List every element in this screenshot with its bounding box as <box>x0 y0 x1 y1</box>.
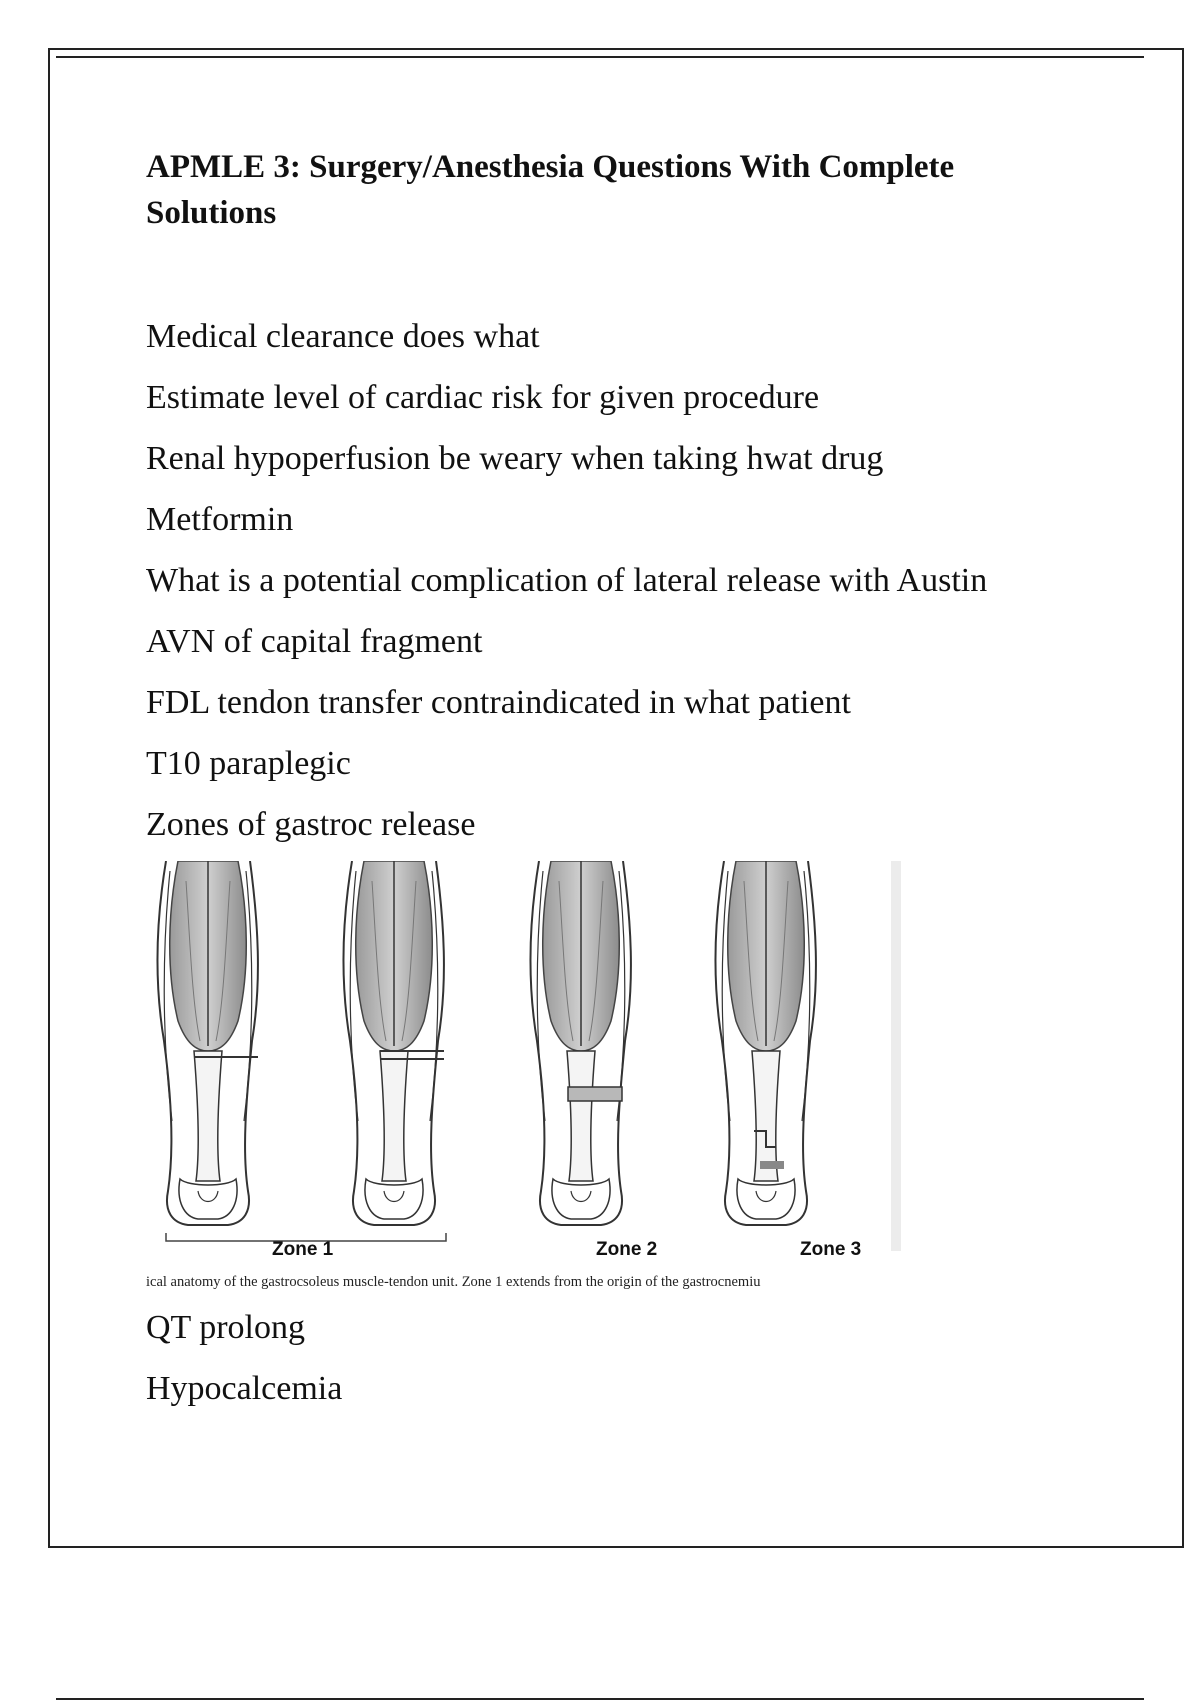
qa-line: T10 paraplegic <box>146 745 351 782</box>
top-rule <box>56 56 1144 58</box>
qa-line: Renal hypoperfusion be weary when taking hwat drug <box>146 440 884 477</box>
leg-drawing <box>343 861 444 1225</box>
document-content <box>146 144 1086 1419</box>
qa-line: AVN of capital fragment <box>146 623 483 660</box>
gastroc-zones-figure <box>146 861 901 1291</box>
leg-drawing <box>157 861 258 1225</box>
qa-line: Estimate level of cardiac risk for given procedure <box>146 379 820 416</box>
qa-line: Zones of gastroc release <box>146 806 476 843</box>
leg-drawing <box>715 861 816 1225</box>
qa-line: Medical clearance does what <box>146 318 540 355</box>
qa-line: FDL tendon transfer contraindicated in what patient <box>146 684 851 721</box>
qa-list-continued <box>146 1297 1086 1419</box>
qa-line: Hypocalcemia <box>146 1370 343 1407</box>
document-title: APMLE 3: Surgery/Anesthesia Questions With Complete Solutions <box>146 149 955 231</box>
zone-1-label: Zone 1 <box>272 1239 334 1260</box>
zone-2-label: Zone 2 <box>596 1239 658 1260</box>
zone-3-label: Zone 3 <box>800 1239 862 1260</box>
calf-illustration <box>146 861 901 1271</box>
leg-drawing <box>530 861 631 1225</box>
qa-line: QT prolong <box>146 1309 305 1346</box>
qa-list <box>146 306 1086 855</box>
qa-line: Metformin <box>146 501 294 538</box>
qa-line: What is a potential complication of lateral release with Austin <box>146 562 988 599</box>
figure-caption: ical anatomy of the gastrocsoleus muscle-tendon unit. Zone 1 extends from the origin of the gastrocnemiu <box>146 1274 761 1290</box>
